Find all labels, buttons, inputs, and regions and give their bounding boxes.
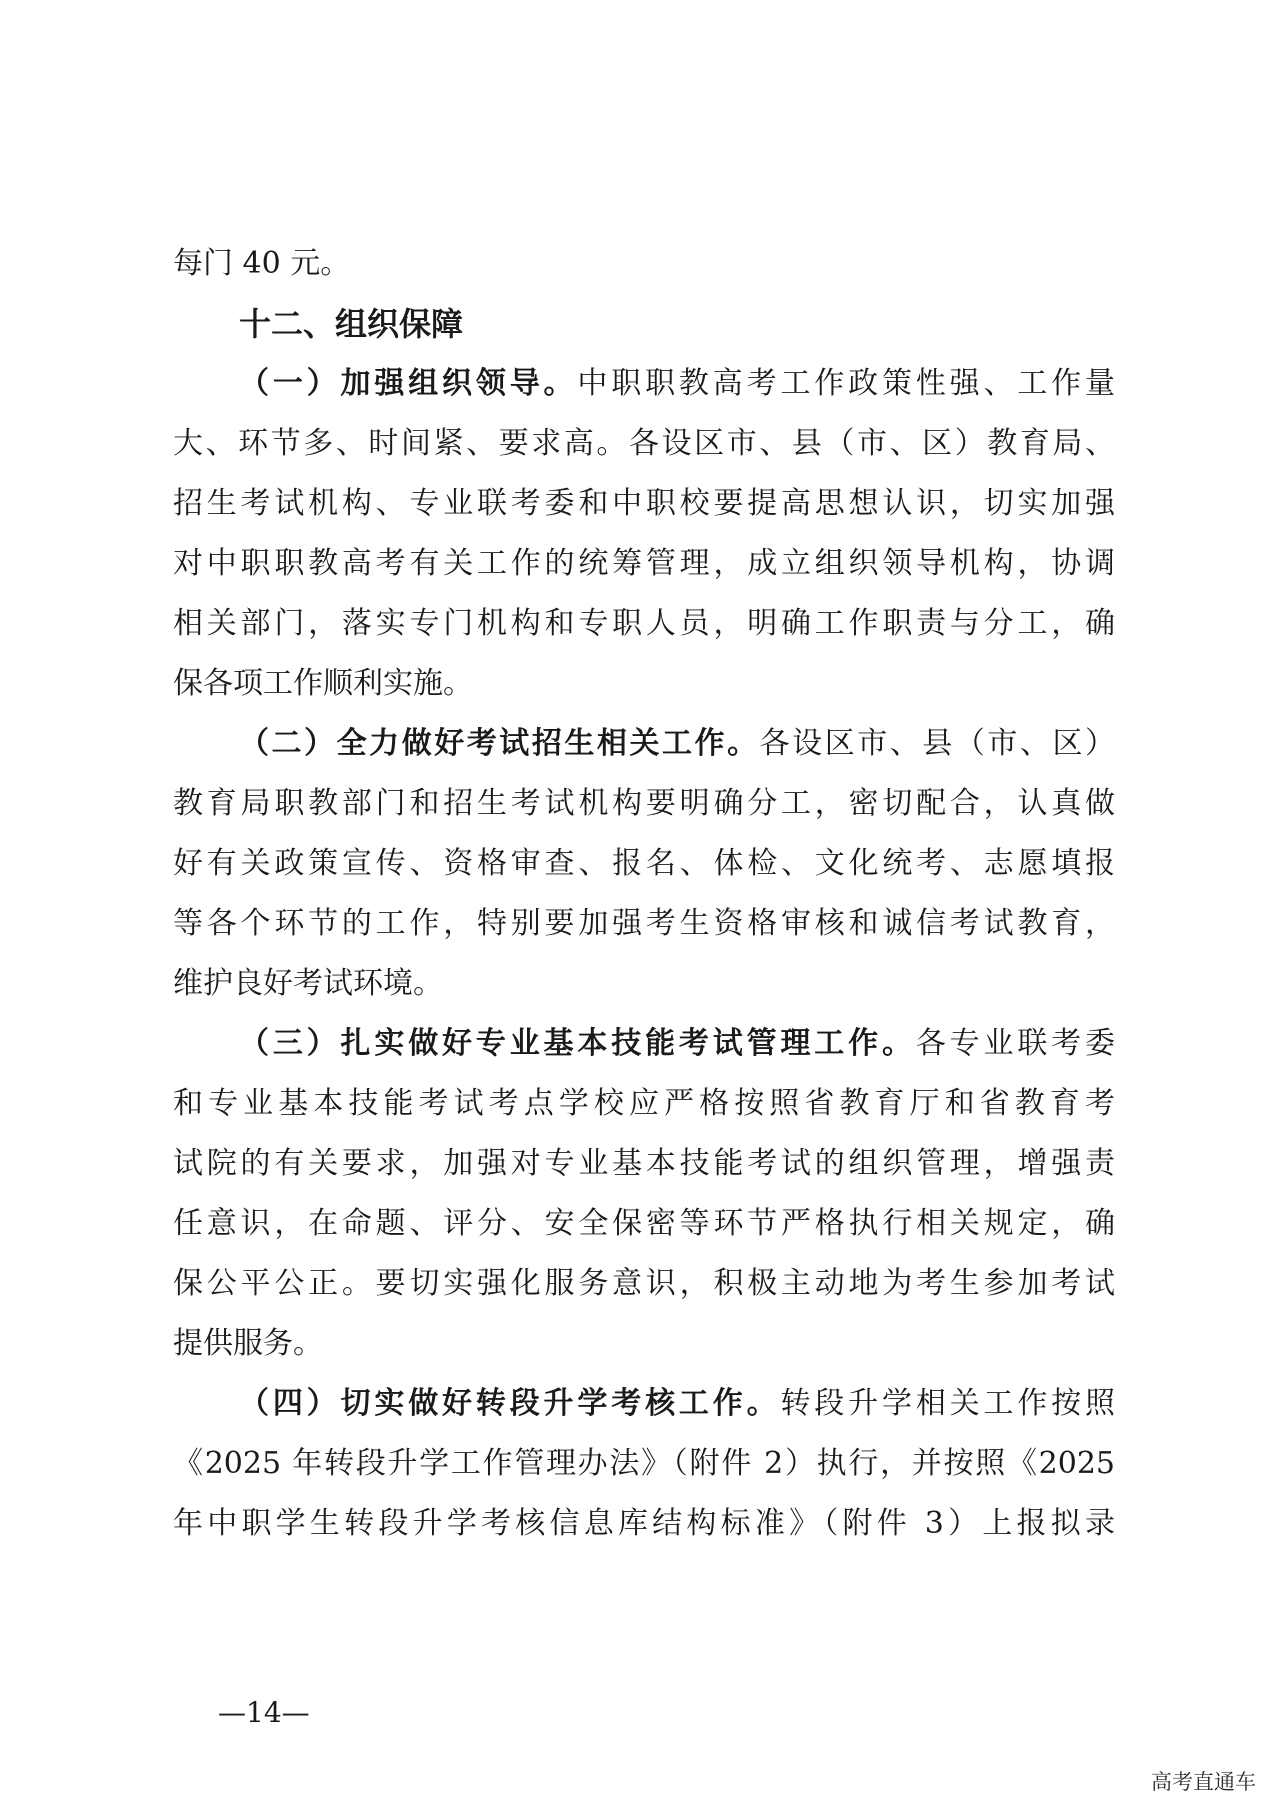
paragraph-3-lead: （三）扎实做好专业基本技能考试管理工作。 [239, 1026, 916, 1061]
watermark-text: 高考直通车 [1151, 1770, 1256, 1794]
paragraph-3-text: 各专业联考委 [915, 1026, 1116, 1061]
section-heading: 十二、组织保障 [239, 305, 464, 343]
paragraph-2-line-1 [239, 724, 1115, 764]
paragraph-4-line-2: 《2025 年转段升学工作管理办法》（附件 2）执行，并按照《2025 [173, 1446, 1115, 1481]
paragraph-2-text: 各设区市、县（市、区） [759, 726, 1116, 761]
paragraph-2-line-4: 等各个环节的工作，特别要加强考生资格审核和诚信考试教育， [173, 906, 1115, 941]
paragraph-4-text: 转段升学相关工作按照 [780, 1386, 1116, 1421]
paragraph-3-line-2: 和专业基本技能考试考点学校应严格按照省教育厅和省教育考 [173, 1086, 1115, 1121]
paragraph-3-line-5: 保公平公正。要切实强化服务意识，积极主动地为考生参加考试 [173, 1266, 1115, 1301]
paragraph-3-line-1 [239, 1024, 1115, 1064]
paragraph-2-line-3: 好有关政策宣传、资格审查、报名、体检、文化统考、志愿填报 [173, 846, 1115, 881]
paragraph-1-line-3: 招生考试机构、专业联考委和中职校要提高思想认识，切实加强 [173, 486, 1115, 521]
paragraph-4-line-3: 年中职学生转段升学考核信息库结构标准》（附件 3）上报拟录 [173, 1506, 1115, 1541]
paragraph-2-line-2: 教育局职教部门和招生考试机构要明确分工，密切配合，认真做 [173, 786, 1115, 821]
paragraph-3-line-3: 试院的有关要求，加强对专业基本技能考试的组织管理，增强责 [173, 1146, 1115, 1181]
paragraph-4-line-1 [239, 1384, 1115, 1424]
paragraph-1-line-6: 保各项工作顺利实施。 [173, 666, 473, 701]
paragraph-2-line-5: 维护良好考试环境。 [173, 966, 443, 1001]
paragraph-3-line-4: 任意识，在命题、评分、安全保密等环节严格执行相关规定，确 [173, 1206, 1115, 1241]
carryover-line: 每门 40 元。 [173, 246, 351, 281]
paragraph-1-line-5: 相关部门，落实专门机构和专职人员，明确工作职责与分工，确 [173, 606, 1115, 641]
paragraph-1-line-4: 对中职职教高考有关工作的统筹管理，成立组织领导机构，协调 [173, 546, 1115, 581]
paragraph-1-text: 中职职教高考工作政策性强、工作量 [577, 366, 1116, 401]
paragraph-1-lead: （一）加强组织领导。 [239, 366, 578, 401]
paragraph-1-line-1 [239, 364, 1115, 404]
paragraph-2-lead: （二）全力做好考试招生相关工作。 [239, 726, 760, 761]
paragraph-4-lead: （四）切实做好转段升学考核工作。 [239, 1386, 781, 1421]
paragraph-3-line-6: 提供服务。 [173, 1326, 323, 1361]
page-number: —14— [218, 1696, 310, 1729]
paragraph-1-line-2: 大、环节多、时间紧、要求高。各设区市、县（市、区）教育局、 [173, 426, 1115, 461]
